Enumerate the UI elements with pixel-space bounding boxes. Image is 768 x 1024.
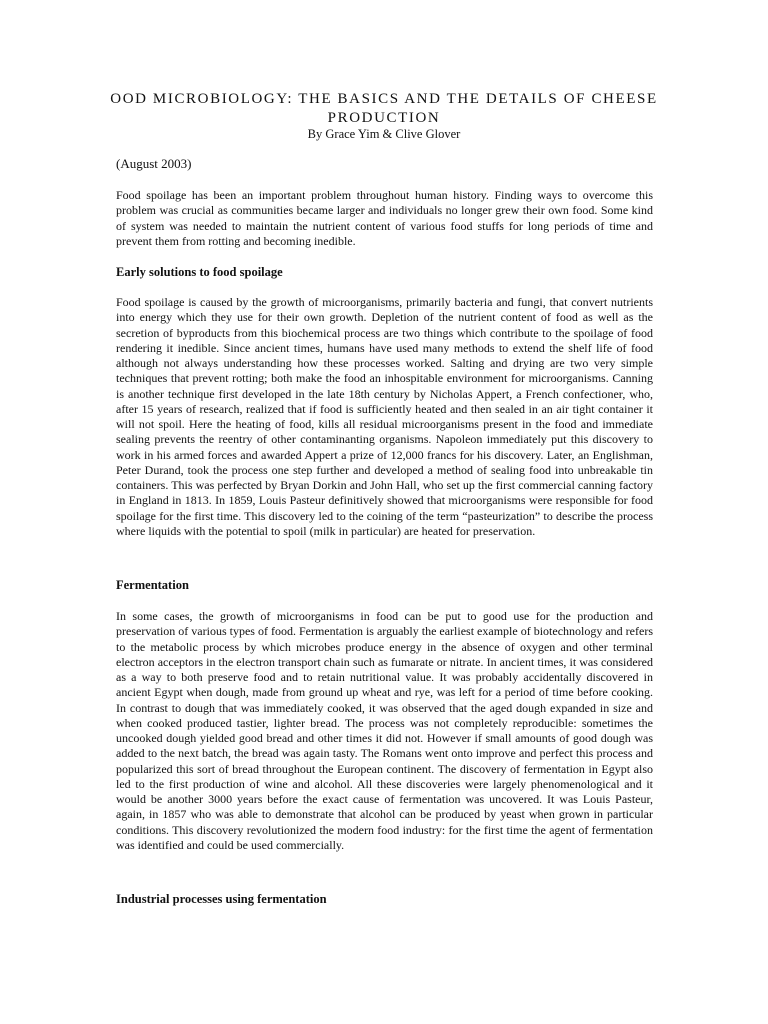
section-heading-fermentation: Fermentation [116, 578, 189, 592]
document-byline: By Grace Yim & Clive Glover [307, 127, 461, 141]
section-body-early-solutions: Food spoilage is caused by the growth of microorganisms, primarily bacteria and fungi, that convert nutrients into energy which they use for their own growth. Depletion of the nutrient content of food as well as the secretion of byproducts from this biochemical process are two things which contribute to the spoilage of food rendering it inedible. Since ancient times, humans have used many methods to extend the shelf life of food although not always understanding how these processes worked. Salting and drying are two very simple techniques that prevent rotting; both make the food an inhospitable environment for microorganisms. Canning is another technique first developed in the late 18th century by Nicholas Appert, a French confectioner, who, after 15 years of research, realized that if food is sufficiently heated and then sealed in an air tight container it will not spoil. Here the heating of food, kills all residual microorganisms present in the food and immediate sealing prevents the reentry of other contaminanting organisms. Napoleon immediately put this discovery to work in his armed forces and awarded Appert a prize of 12,000 francs for his discovery. Later, an Englishman, Peter Durand, took the process one step further and developed a method of sealing food into unbreakable tin containers. This was perfected by Bryan Dorkin and John Hall, who set up the first commercial canning factory in England in 1813. In 1859, Louis Pasteur definitively showed that microorganisms were responsible for food spoilage for the first time. This discovery led to the coining of the term “pasteurization” to describe the process where liquids with the potential to spoil (milk in particular) are heated for preservation. [116, 295, 653, 538]
document-title: OOD MICROBIOLOGY: THE BASICS AND THE DETAILS OF CHEESE PRODUCTION [110, 91, 658, 126]
intro-paragraph: Food spoilage has been an important problem throughout human history. Finding ways to overcome this problem was crucial as communities became larger and individuals no longer grew their own food. Some kind of system was needed to maintain the nutrient content of various food stuffs for long periods of time and prevent them from rotting and becoming inedible. [116, 188, 653, 248]
section-heading-early-solutions: Early solutions to food spoilage [116, 265, 283, 279]
section-heading-industrial-processes: Industrial processes using fermentation [116, 892, 327, 906]
document-date: (August 2003) [116, 156, 192, 171]
section-body-fermentation: In some cases, the growth of microorganisms in food can be put to good use for the production and preservation of various types of food. Fermentation is arguably the earliest example of biotechnology and refers to the metabolic process by which microbes produce energy in the absence of oxygen and other terminal electron acceptors in the electron transport chain such as fumarate or nitrate. In ancient times, it was considered as a way to both preserve food and to retain nutritional value. It was probably accidentally discovered in ancient Egypt when dough, made from ground up wheat and rye, was left for a period of time before cooking. In contrast to dough that was immediately cooked, it was observed that the aged dough expanded in size and when cooked produced tastier, lighter bread. The process was not completely reproducible: sometimes the uncooked dough yielded good bread and other times it did not. However if small amounts of good dough was added to the next batch, the bread was again tasty. The Romans went onto improve and perfect this process and popularized this sort of bread throughout the European continent. The discovery of fermentation in Egypt also led to the first production of wine and alcohol. All these discoveries were largely phenomenological and it would be another 3000 years before the exact cause of fermentation was uncovered. It was Louis Pasteur, again, in 1857 who was able to demonstrate that alcohol can be produced by yeast when grown in particular conditions. This discovery revolutionized the modern food industry: for the first time the agent of fermentation was identified and could be used commercially. [116, 609, 653, 852]
